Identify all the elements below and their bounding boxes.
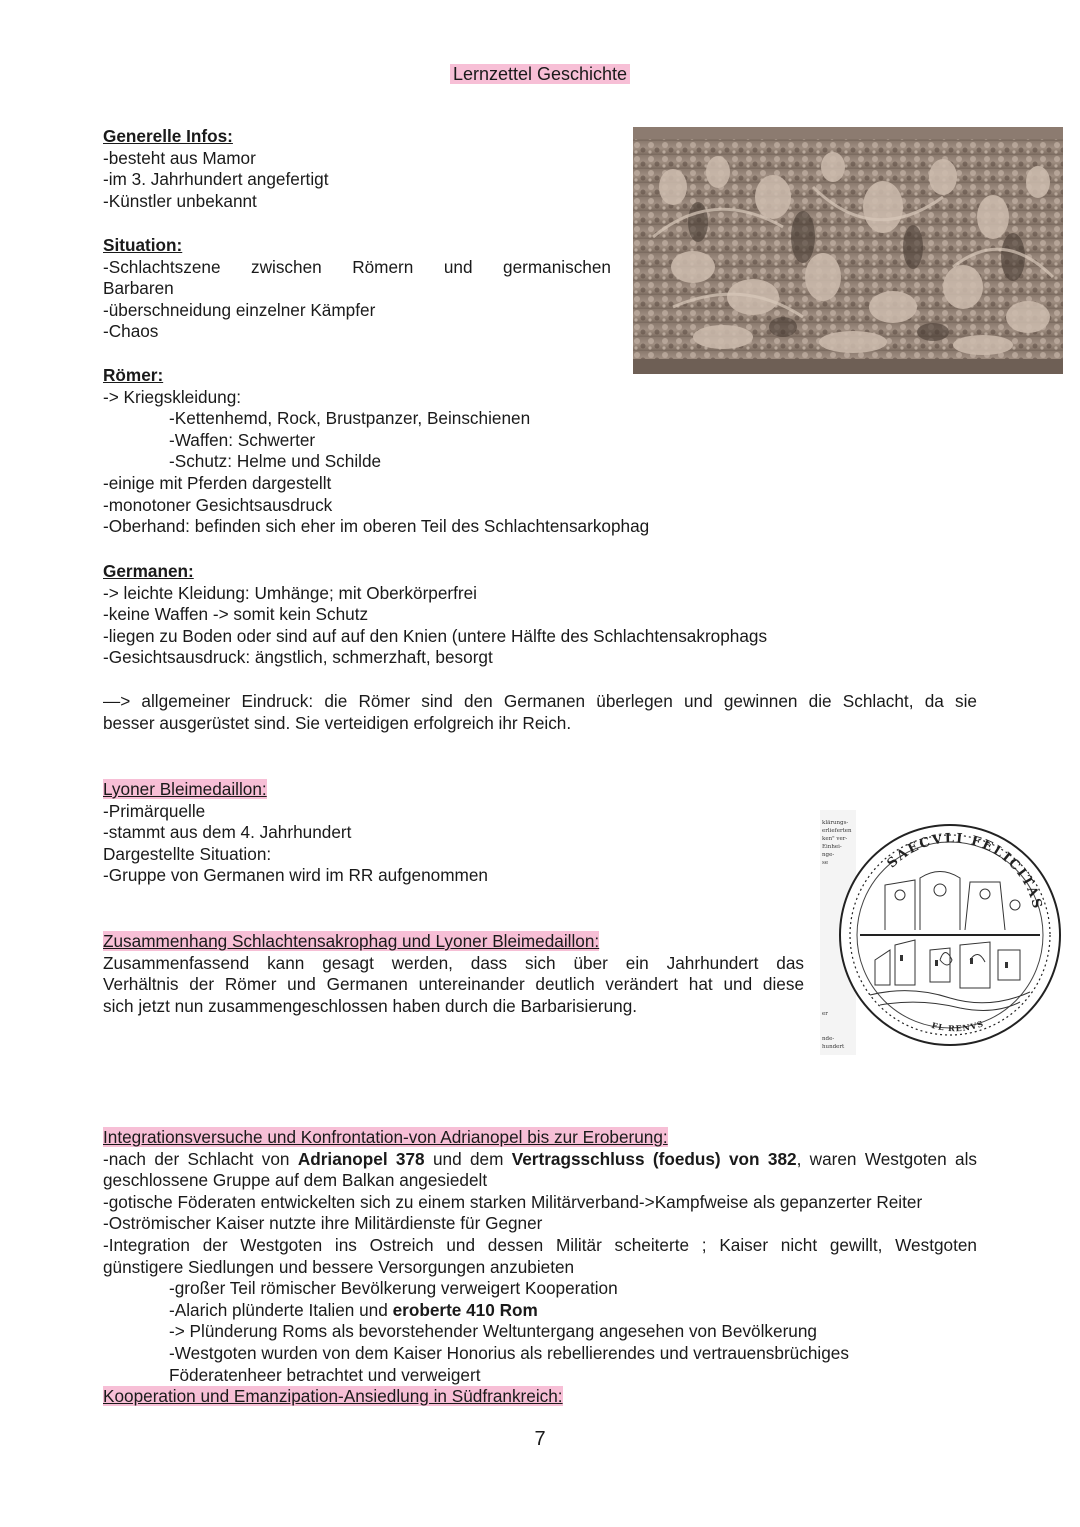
svg-text:klärungs-: klärungs- bbox=[822, 820, 849, 826]
heading-roemer: Römer: bbox=[103, 365, 164, 385]
list-item: -> Kriegskleidung: bbox=[103, 386, 242, 407]
heading-zusammenhang: Zusammenhang Schlachtensakrophag und Lyoner Bleimedaillon: bbox=[103, 931, 600, 951]
list-item: -> Plünderung Roms als bevorstehender Weltuntergang angesehen von Bevölkerung bbox=[169, 1321, 817, 1342]
paragraph-line: sich jetzt nun zusammengeschlossen haben durch die Barbarisierung. bbox=[103, 995, 638, 1016]
section-roemer bbox=[103, 365, 963, 538]
heading-germanen: Germanen: bbox=[103, 561, 194, 581]
heading-lyoner: Lyoner Bleimedaillon: bbox=[103, 779, 267, 799]
list-item: -Oberhand: befinden sich eher im oberen Teil des Schlachtensarkophag bbox=[103, 516, 650, 537]
svg-text:FL RENVS: FL RENVS bbox=[930, 1018, 986, 1034]
svg-text:Einhei-: Einhei- bbox=[822, 844, 842, 850]
page-title: Lernzettel Geschichte bbox=[0, 62, 1080, 86]
section-eindruck bbox=[103, 691, 977, 734]
section-lyoner bbox=[103, 779, 703, 887]
paragraph-line: günstigere Siedlungen und bessere Versorgungen anzubieten bbox=[103, 1256, 575, 1277]
list-item: -Primärquelle bbox=[103, 800, 206, 821]
list-item: Föderatenheer betrachtet und verweigert bbox=[169, 1364, 481, 1385]
list-item: -Chaos bbox=[103, 321, 159, 342]
paragraph-line: —> allgemeiner Eindruck: die Römer sind den Germanen überlegen und gewinnen die Schlacht, da sie bbox=[103, 691, 977, 711]
page-number: 7 bbox=[534, 1428, 546, 1450]
list-item: Barbaren bbox=[103, 278, 174, 299]
svg-text:hundert: hundert bbox=[822, 1044, 845, 1050]
paragraph-line: -nach der Schlacht von Adrianopel 378 und dem Vertragsschluss (foedus) von 382, waren Westgoten als bbox=[103, 1148, 977, 1169]
list-item: -überschneidung einzelner Kämpfer bbox=[103, 299, 376, 320]
paragraph-line: geschlossene Gruppe auf dem Balkan angesiedelt bbox=[103, 1170, 488, 1191]
paragraph-line: Zusammenfassend kann gesagt werden, dass sich über ein Jahrhundert das bbox=[103, 952, 804, 973]
list-item: -einige mit Pferden dargestellt bbox=[103, 472, 332, 493]
section-zusammenhang bbox=[103, 931, 804, 1017]
list-item: -> leichte Kleidung: Umhänge; mit Oberkörperfrei bbox=[103, 582, 478, 603]
list-item: -Kettenhemd, Rock, Brustpanzer, Beinschienen bbox=[169, 408, 531, 429]
list-item: -Gruppe von Germanen wird im RR aufgenommen bbox=[103, 865, 488, 886]
paragraph-line: besser ausgerüstet sind. Sie verteidigen erfolgreich ihr Reich. bbox=[103, 712, 572, 733]
svg-text:nge-: nge- bbox=[822, 852, 835, 858]
section-situation bbox=[103, 235, 611, 343]
list-item: -im 3. Jahrhundert angefertigt bbox=[103, 169, 329, 190]
list-item: -monotoner Gesichtsausdruck bbox=[103, 494, 333, 515]
list-item: -liegen zu Boden oder sind auf auf den Knien (untere Hälfte des Schlachtensakrophags bbox=[103, 625, 768, 646]
list-item: -Schutz: Helme und Schilde bbox=[169, 451, 382, 472]
list-item: -Künstler unbekannt bbox=[103, 190, 257, 211]
battle-sarcophagus-relief-image bbox=[633, 127, 1063, 374]
svg-text:nde-: nde- bbox=[822, 1036, 835, 1042]
heading-situation: Situation: bbox=[103, 235, 183, 255]
list-item: -Westgoten wurden von dem Kaiser Honorius als rebellierendes und vertrauensbrüchiges bbox=[169, 1342, 849, 1363]
list-item: -stammt aus dem 4. Jahrhundert bbox=[103, 822, 352, 843]
heading-integration: Integrationsversuche und Konfrontation-von Adrianopel bis zur Eroberung: bbox=[103, 1127, 668, 1147]
list-item: -Gesichtsausdruck: ängstlich, schmerzhaft, besorgt bbox=[103, 647, 493, 668]
list-item: -Integration der Westgoten ins Ostreich und dessen Militär scheiterte ; Kaiser nicht gewillt, Westgoten bbox=[103, 1234, 977, 1255]
list-item: -besteht aus Mamor bbox=[103, 147, 256, 168]
list-item: -Waffen: Schwerter bbox=[169, 429, 316, 450]
section-integration bbox=[103, 1127, 977, 1408]
svg-text:SAECVLI FELICITAS: SAECVLI FELICITAS bbox=[884, 831, 1045, 912]
list-item: -großer Teil römischer Bevölkerung verweigert Kooperation bbox=[169, 1278, 618, 1299]
section-germanen bbox=[103, 561, 963, 669]
list-item: -Schlachtszene zwischen Römern und germanischen bbox=[103, 256, 611, 277]
heading-kooperation: Kooperation und Emanzipation-Ansiedlung in Südfrankreich: bbox=[103, 1386, 563, 1407]
svg-text:ken" ver-: ken" ver- bbox=[822, 836, 848, 842]
section-generelle-infos bbox=[103, 126, 603, 212]
list-item: -gotische Föderaten entwickelten sich zu einem starken Militärverband->Kampfweise als gepanzerter Reiter bbox=[103, 1191, 923, 1212]
list-item: -keine Waffen -> somit kein Schutz bbox=[103, 604, 369, 625]
paragraph-line: Verhältnis der Römer und Germanen untereinander deutlich verändert hat und diese bbox=[103, 974, 804, 995]
list-item: -Oströmischer Kaiser nutzte ihre Militärdienste für Gegner bbox=[103, 1213, 543, 1234]
svg-text:erlieferten: erlieferten bbox=[822, 828, 852, 834]
svg-text:se: se bbox=[822, 860, 829, 866]
list-item: Dargestellte Situation: bbox=[103, 843, 272, 864]
heading-generelle-infos: Generelle Infos: bbox=[103, 126, 233, 146]
list-item: -Alarich plünderte Italien und eroberte 410 Rom bbox=[169, 1299, 538, 1320]
lyon-lead-medallion-image bbox=[820, 810, 1064, 1055]
svg-text:er: er bbox=[822, 1011, 828, 1017]
